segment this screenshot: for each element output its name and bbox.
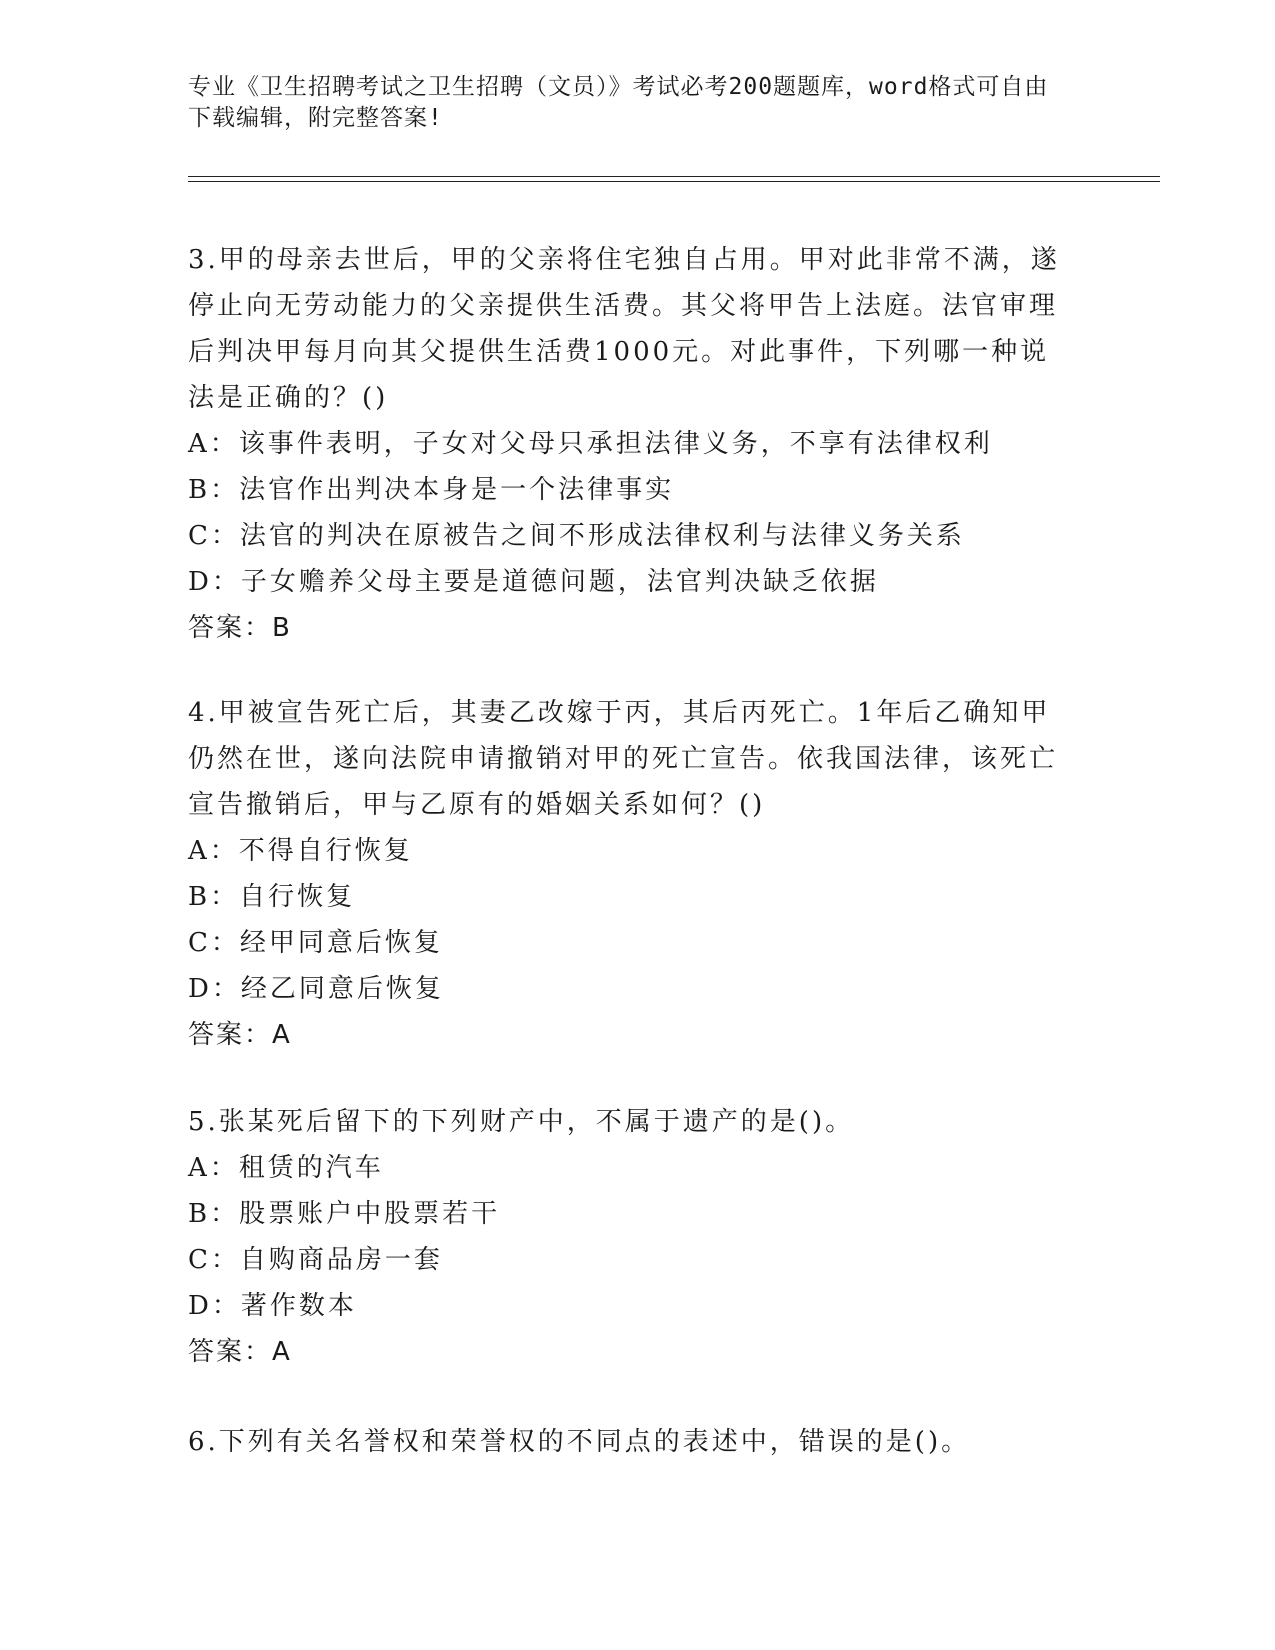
header-divider-bottom: [188, 181, 1160, 182]
answer-line: 答案：A: [188, 1337, 292, 1367]
option-d: D：子女赡养父母主要是道德问题，法官判决缺乏依据: [188, 567, 879, 597]
option-b: B：股票账户中股票若干: [188, 1199, 501, 1229]
option-b: B：法官作出判决本身是一个法律事实: [188, 475, 675, 505]
option-a: A：该事件表明，子女对父母只承担法律义务，不享有法律权利: [188, 429, 993, 459]
option-c: C：自购商品房一套: [188, 1245, 443, 1275]
option-a: A：不得自行恢复: [188, 836, 413, 866]
answer-line: 答案：B: [188, 613, 292, 643]
header-divider-top: [188, 176, 1160, 177]
option-b: B：自行恢复: [188, 882, 356, 912]
question-stem: 4.甲被宣告死亡后，其妻乙改嫁于丙，其后丙死亡。1年后乙确知甲仍然在世，遂向法院申请撤销对甲的死亡宣告。依我国法律，该死亡宣告撤销后，甲与乙原有的婚姻关系如何？(): [188, 698, 1059, 820]
answer-line: 答案：A: [188, 1020, 292, 1050]
option-c: C：法官的判决在原被告之间不形成法律权利与法律义务关系: [188, 521, 965, 551]
question-stem: 5.张某死后留下的下列财产中，不属于遗产的是()。: [188, 1107, 855, 1137]
question-5: [188, 1099, 1078, 1375]
option-a: A：租赁的汽车: [188, 1153, 384, 1183]
document-header: 专业《卫生招聘考试之卫生招聘（文员）》考试必考200题题库，word格式可自由下载编辑，附完整答案!: [188, 74, 1049, 131]
question-stem: 3.甲的母亲去世后，甲的父亲将住宅独自占用。甲对此非常不满，遂停止向无劳动能力的父亲提供生活费。其父将甲告上法庭。法官审理后判决甲每月向其父提供生活费1000元。对此事件，下列哪一种说法是正确的？(): [188, 245, 1060, 413]
question-stem: 6.下列有关名誉权和荣誉权的不同点的表述中，错误的是()。: [188, 1427, 971, 1457]
question-3: [188, 237, 1078, 651]
option-d: D：著作数本: [188, 1291, 357, 1321]
question-4: [188, 690, 1078, 1058]
question-6: [188, 1419, 1078, 1465]
option-d: D：经乙同意后恢复: [188, 974, 444, 1004]
option-c: C：经甲同意后恢复: [188, 928, 443, 958]
